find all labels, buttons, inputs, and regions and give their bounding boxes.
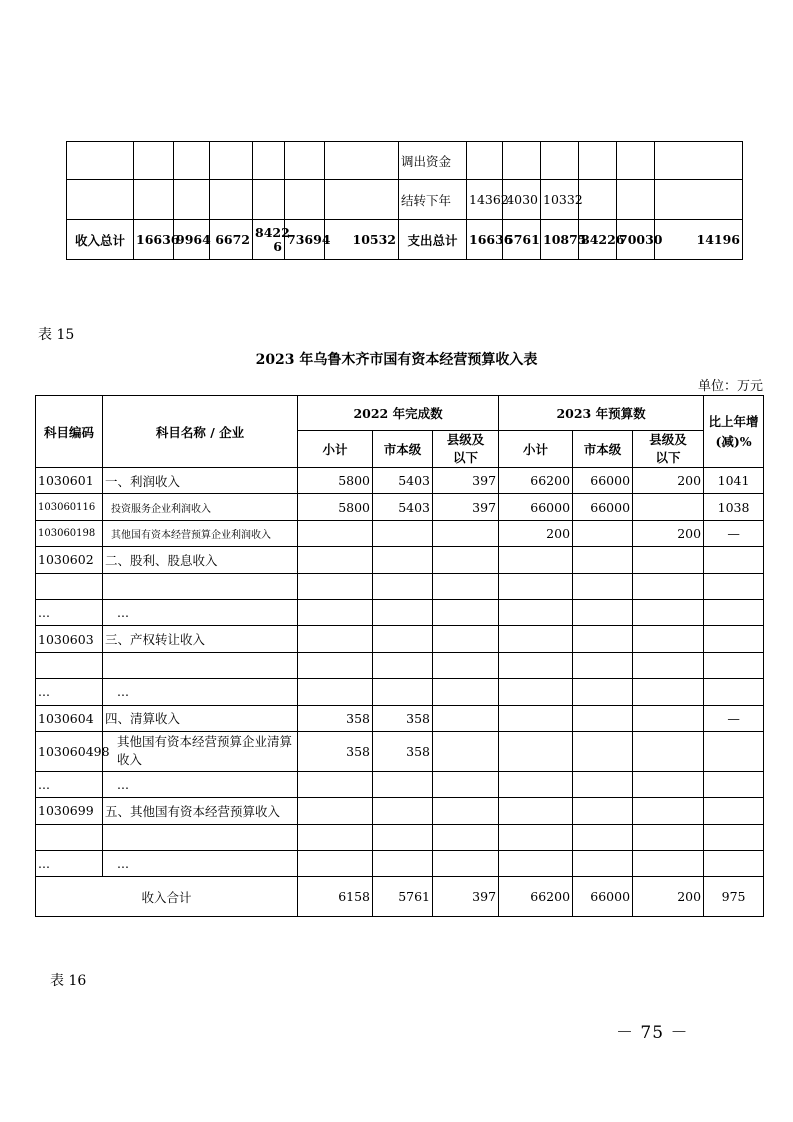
cell-value: 397 [433, 468, 499, 494]
table-row [36, 771, 764, 797]
cell-value: 8422 6 [253, 220, 285, 260]
table-title: 2023 年乌鲁木齐市国有资本经营预算收入表 [255, 352, 538, 368]
table-row [36, 626, 764, 652]
table-row [36, 652, 764, 678]
row-code: 1030603 [36, 626, 103, 652]
cell-value: 200 [499, 520, 573, 546]
table-tag: 表 15 [38, 327, 75, 343]
cell-value: 975 [704, 877, 764, 917]
row-name: 二、股利、股息收入 [103, 547, 298, 573]
table-tag: 表 16 [50, 973, 87, 989]
table-row [36, 599, 764, 625]
row-name: 四、清算收入 [103, 705, 298, 731]
header-county: 县级及 以下 [633, 431, 704, 468]
table-row [67, 220, 743, 260]
cell-value: 70030 [617, 220, 655, 260]
row-name: 一、利润收入 [103, 468, 298, 494]
cell-value: 397 [433, 494, 499, 520]
row-code: ... [36, 679, 103, 705]
cell-value: 5761 [503, 220, 541, 260]
header-2023: 2023 年预算数 [499, 396, 704, 431]
row-name: 投资服务企业利润收入 [103, 494, 298, 520]
table-row [36, 731, 764, 771]
cell-value: 66200 [499, 877, 573, 917]
header-subtotal: 小计 [298, 431, 373, 468]
table-row [36, 520, 764, 546]
row-code: ... [36, 851, 103, 877]
cell-value: — [704, 705, 764, 731]
cell-value: 397 [433, 877, 499, 917]
page-number: － 75 － [616, 1023, 689, 1043]
cell-value: 10532 [325, 220, 399, 260]
cell-value: 14196 [655, 220, 743, 260]
table-row [36, 798, 764, 824]
row-code: 1030602 [36, 547, 103, 573]
table-row [36, 468, 764, 494]
cell-value: 10332 [541, 180, 579, 220]
cell-value: 1041 [704, 468, 764, 494]
cell-value [373, 520, 433, 546]
cell-value: 5403 [373, 468, 433, 494]
cell-value: — [704, 520, 764, 546]
table-row [36, 851, 764, 877]
row-code: ... [36, 771, 103, 797]
row-name: 其他国有资本经营预算企业清算收入 [103, 731, 298, 771]
expense-total-label: 支出总计 [399, 220, 467, 260]
row-code: 103060498 [36, 731, 103, 771]
cell-value: 1038 [704, 494, 764, 520]
cell-value: 200 [633, 877, 704, 917]
table-row [67, 142, 743, 180]
row-code: 103060116 [36, 494, 103, 520]
income-total-label: 收入总计 [67, 220, 134, 260]
cell-value: 6158 [298, 877, 373, 917]
header-name: 科目名称 / 企业 [103, 396, 298, 468]
cell-value: 358 [373, 731, 433, 771]
header-county: 县级及 以下 [433, 431, 499, 468]
cell-value: 5761 [373, 877, 433, 917]
row-name: ... [103, 851, 298, 877]
unit-label: 单位：万元 [697, 379, 763, 394]
row-code: 1030699 [36, 798, 103, 824]
cell-value: 358 [298, 731, 373, 771]
table-row [36, 824, 764, 850]
revenue-table [35, 395, 764, 917]
cell-value [298, 520, 373, 546]
cell-value: 66000 [499, 494, 573, 520]
row-name: 其他国有资本经营预算企业利润收入 [103, 520, 298, 546]
header-row [36, 396, 764, 431]
cell-value: 66200 [499, 468, 573, 494]
header-city: 市本级 [373, 431, 433, 468]
header-subtotal: 小计 [499, 431, 573, 468]
cell-value: 66000 [573, 468, 633, 494]
cell-value [433, 520, 499, 546]
row-name: ... [103, 599, 298, 625]
top-summary-table [66, 141, 743, 260]
row-name: 三、产权转让收入 [103, 626, 298, 652]
row-name: ... [103, 771, 298, 797]
row-label: 结转下年 [399, 180, 467, 220]
row-code: ... [36, 599, 103, 625]
total-row [36, 877, 764, 917]
total-label: 收入合计 [36, 877, 298, 917]
cell-value: 200 [633, 468, 704, 494]
cell-value: 9964 [174, 220, 210, 260]
row-code: 1030604 [36, 705, 103, 731]
cell-value: 6672 [210, 220, 253, 260]
cell-value: 10875 [541, 220, 579, 260]
row-label: 调出资金 [399, 142, 467, 180]
cell-value: 358 [373, 705, 433, 731]
header-2022: 2022 年完成数 [298, 396, 499, 431]
cell-value: 14362 [467, 180, 503, 220]
cell-value: 5800 [298, 494, 373, 520]
cell-value: 66000 [573, 494, 633, 520]
row-code: 1030601 [36, 468, 103, 494]
cell-value [633, 494, 704, 520]
header-city: 市本级 [573, 431, 633, 468]
cell-value: 200 [633, 520, 704, 546]
row-code: 103060198 [36, 520, 103, 546]
table-row [36, 494, 764, 520]
cell-value: 4030 [503, 180, 541, 220]
cell-value: 16636 [134, 220, 174, 260]
table-row [36, 573, 764, 599]
header-change: 比上年增(减)% [704, 396, 764, 468]
cell-value: 358 [298, 705, 373, 731]
cell-value: 66000 [573, 877, 633, 917]
table-row [36, 705, 764, 731]
cell-value: 73694 [285, 220, 325, 260]
cell-value: 5403 [373, 494, 433, 520]
row-name: 五、其他国有资本经营预算收入 [103, 798, 298, 824]
header-code: 科目编码 [36, 396, 103, 468]
cell-value: 16636 [467, 220, 503, 260]
table-row [67, 180, 743, 220]
cell-value: 84226 [579, 220, 617, 260]
cell-value [573, 520, 633, 546]
table-row [36, 679, 764, 705]
row-name: ... [103, 679, 298, 705]
cell-value: 5800 [298, 468, 373, 494]
table-row [36, 547, 764, 573]
